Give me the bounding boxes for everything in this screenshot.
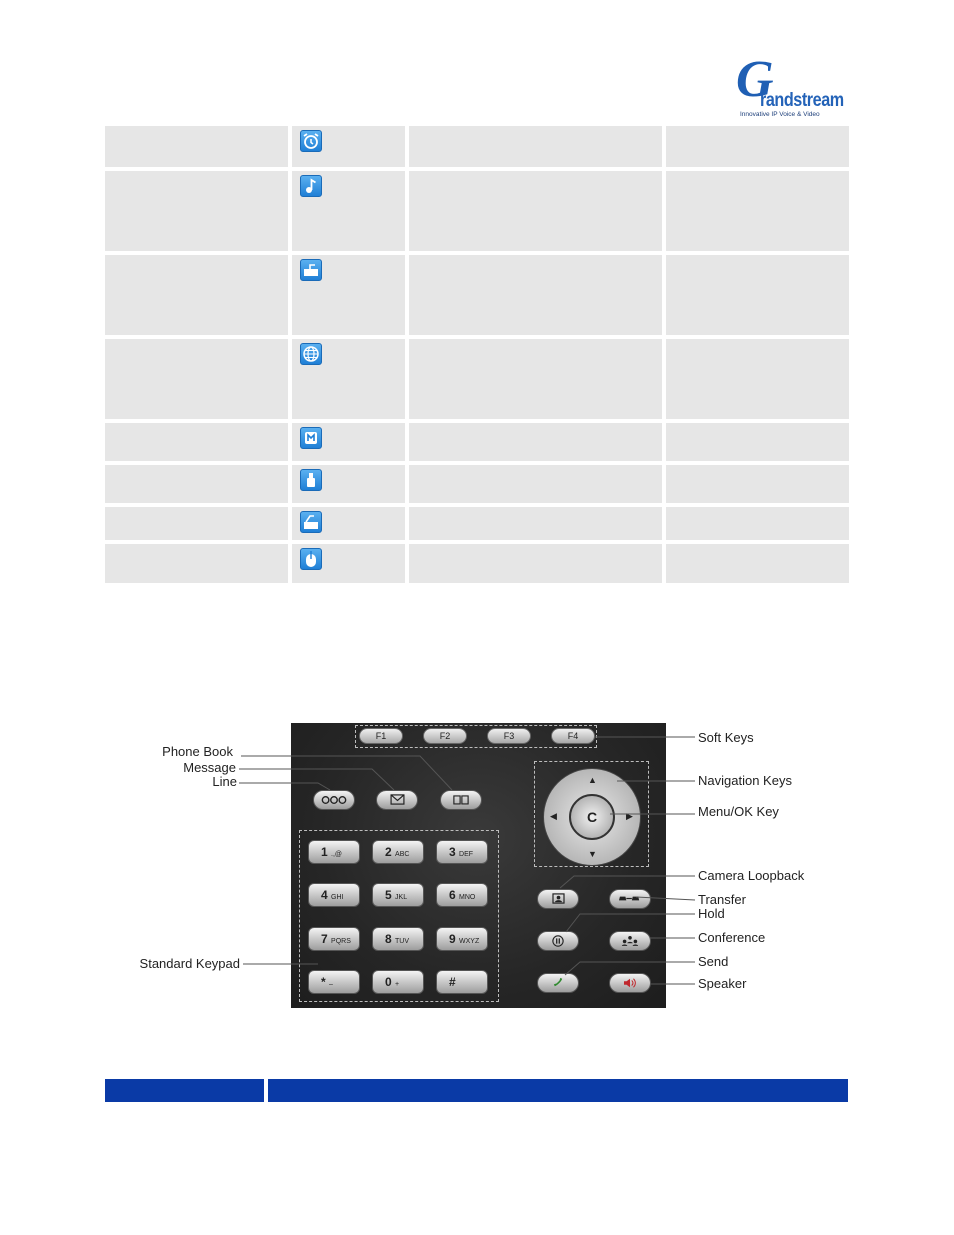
callout-hold: Hold [698, 906, 725, 921]
callout-menu-ok-key: Menu/OK Key [698, 804, 779, 819]
usb-icon [300, 469, 322, 491]
mouse-icon [300, 548, 322, 570]
grandstream-logo [736, 51, 844, 120]
table-cell [666, 171, 849, 251]
icon-table [105, 126, 849, 587]
logo-initial: G [736, 51, 774, 108]
table-cell [666, 255, 849, 335]
sd-card-icon [300, 511, 322, 533]
keypad-key-4[interactable]: 4 GHI [308, 883, 360, 907]
softkey-f4[interactable]: F4 [551, 728, 595, 744]
table-cell [292, 171, 405, 251]
table-cell [409, 507, 662, 540]
keypad-key-8[interactable]: 8 TUV [372, 927, 424, 951]
table-cell [292, 339, 405, 419]
table-cell [666, 126, 849, 167]
callout-line: Line [212, 774, 237, 789]
speaker-button[interactable] [609, 973, 651, 993]
table-cell [666, 423, 849, 461]
table-cell [409, 126, 662, 167]
table-cell [105, 126, 288, 167]
music-note-icon [300, 175, 322, 197]
table-cell [105, 171, 288, 251]
globe-icon [300, 343, 322, 365]
table-row [105, 339, 849, 419]
softkey-f1[interactable]: F1 [359, 728, 403, 744]
table-cell [292, 423, 405, 461]
keypad-key-5[interactable]: 5 JKL [372, 883, 424, 907]
keypad-key-0[interactable]: 0 + [372, 970, 424, 994]
table-header-cell-2 [268, 1079, 848, 1102]
callout-navigation-keys: Navigation Keys [698, 773, 792, 788]
menu-ok-button[interactable]: C [569, 794, 615, 840]
table-cell [105, 507, 288, 540]
keypad-key-star[interactable]: * – [308, 970, 360, 994]
callout-camera-loopback: Camera Loopback [698, 868, 805, 883]
nav-right-icon[interactable]: ▶ [626, 811, 633, 821]
phone-keypad-image [291, 723, 666, 1008]
keypad-key-hash[interactable]: # [436, 970, 488, 994]
table-cell [409, 423, 662, 461]
nav-left-icon[interactable]: ◀ [550, 811, 557, 821]
table-cell [292, 465, 405, 503]
logo-word: randstream [760, 90, 844, 111]
camera-loopback-button[interactable] [537, 889, 579, 909]
table-cell [409, 544, 662, 583]
mute-icon [300, 427, 322, 449]
nav-down-icon[interactable]: ▼ [588, 849, 597, 859]
conference-button[interactable] [609, 931, 651, 951]
table-cell [666, 339, 849, 419]
transfer-button[interactable] [609, 889, 651, 909]
table-row [105, 465, 849, 503]
keypad-key-6[interactable]: 6 MNO [436, 883, 488, 907]
hold-button[interactable] [537, 931, 579, 951]
line-button[interactable] [313, 790, 355, 810]
keypad-key-1[interactable]: 1 .,@ [308, 840, 360, 864]
callout-message: Message [183, 760, 236, 775]
memory-card-icon [300, 259, 322, 281]
send-button[interactable] [537, 973, 579, 993]
table-cell [292, 255, 405, 335]
table-cell [666, 544, 849, 583]
table-row [105, 544, 849, 583]
callout-transfer: Transfer [698, 892, 746, 907]
table-cell [105, 423, 288, 461]
logo-tagline: Innovative IP Voice & Video [740, 111, 820, 118]
callout-phone-book: Phone Book [162, 744, 233, 759]
table-cell [105, 465, 288, 503]
table-cell [105, 339, 288, 419]
nav-up-icon[interactable]: ▲ [588, 775, 597, 785]
table-cell [666, 465, 849, 503]
table-cell [409, 171, 662, 251]
message-button[interactable] [376, 790, 418, 810]
softkey-f2[interactable]: F2 [423, 728, 467, 744]
table-cell [105, 544, 288, 583]
table-cell [292, 507, 405, 540]
keypad-key-9[interactable]: 9 WXYZ [436, 927, 488, 951]
keypad-key-7[interactable]: 7 PQRS [308, 927, 360, 951]
table-row [105, 171, 849, 251]
navigation-keys[interactable] [543, 768, 641, 866]
callout-conference: Conference [698, 930, 766, 945]
callout-standard-keypad: Standard Keypad [139, 956, 240, 971]
table-cell [105, 255, 288, 335]
keypad-key-2[interactable]: 2 ABC [372, 840, 424, 864]
table-row [105, 255, 849, 335]
table-cell [292, 126, 405, 167]
callout-speaker: Speaker [698, 976, 747, 991]
table-cell [292, 544, 405, 583]
keypad-key-3[interactable]: 3 DEF [436, 840, 488, 864]
callout-send: Send [698, 954, 729, 969]
table-cell [409, 339, 662, 419]
table-cell [409, 465, 662, 503]
table-row [105, 126, 849, 167]
softkey-f3[interactable]: F3 [487, 728, 531, 744]
table-header-cell-1 [105, 1079, 264, 1102]
table-row [105, 423, 849, 461]
table-cell [409, 255, 662, 335]
phone-book-button[interactable] [440, 790, 482, 810]
callout-soft-keys: Soft Keys [698, 730, 754, 745]
alarm-clock-icon [300, 130, 322, 152]
table-row [105, 507, 849, 540]
table-cell [666, 507, 849, 540]
